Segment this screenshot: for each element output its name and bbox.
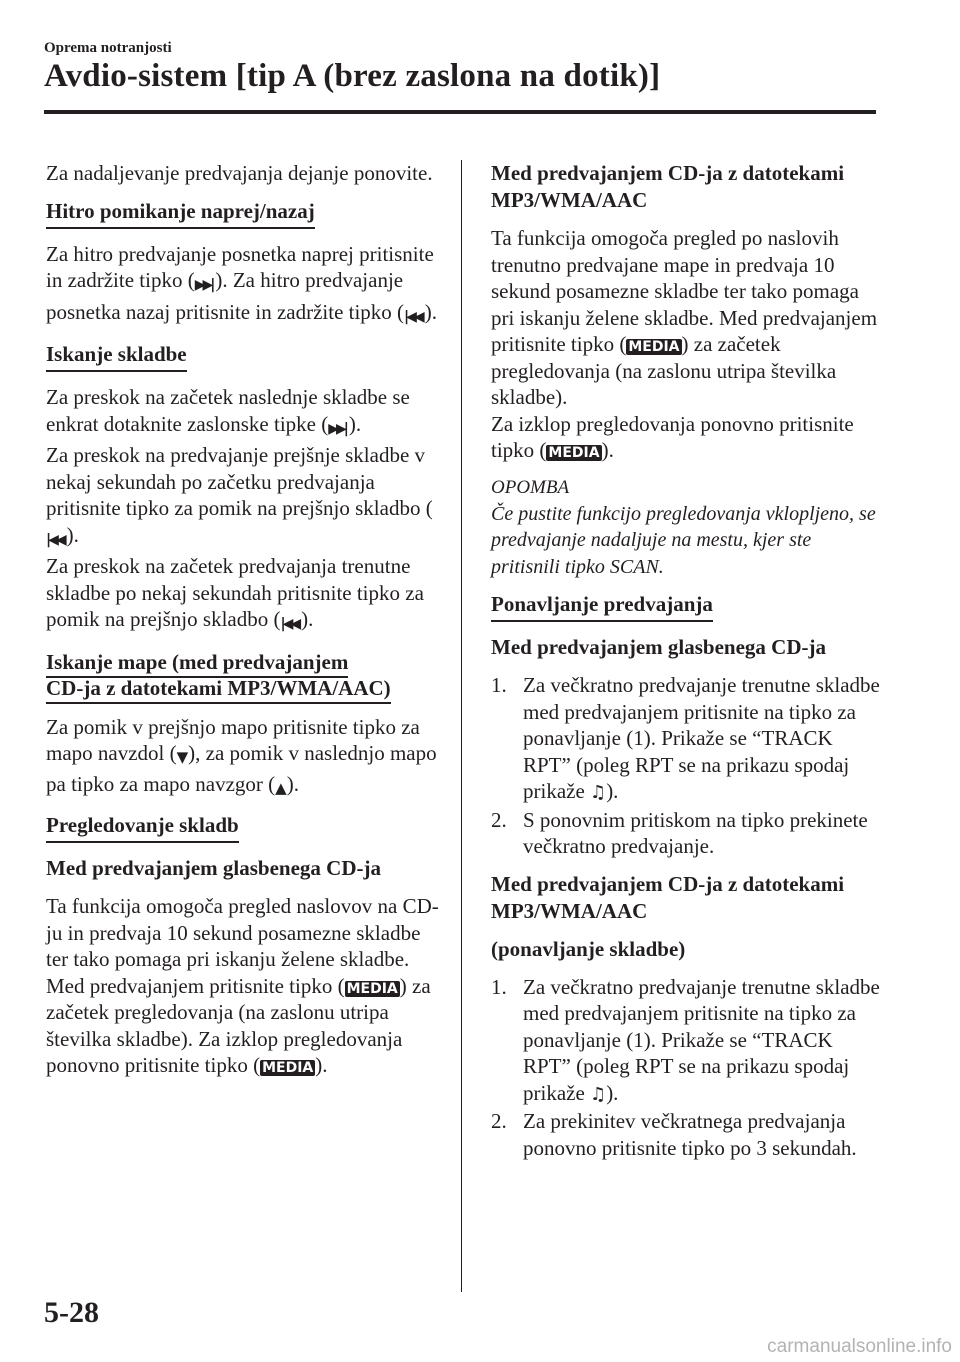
text: ). (66, 522, 79, 547)
note-text: Če pustite funkcijo pregledovanja vklopljeno, se predvajanje nadaljuje na mestu, kjer ste pritisnili tipko SCAN. (491, 502, 876, 578)
media-button-icon: MEDIA (346, 980, 398, 997)
section-label: Oprema notranjosti (44, 40, 172, 56)
heading-folder-search (46, 649, 441, 702)
watermark: carmanualsonline.info (767, 1336, 952, 1357)
track-search-paragraph-3 (46, 553, 441, 638)
page-title: Avdio-sistem [tip A (brez zaslona na dotik)] (44, 58, 661, 94)
column-divider (461, 160, 462, 1292)
music-note-icon: ♫ (590, 1083, 607, 1105)
left-column (46, 160, 441, 1090)
text: ). (606, 779, 619, 803)
text: ). (301, 607, 314, 631)
text: Za preskok na začetek naslednje skladbe se enkrat dotaknite zaslonske tipke ( (46, 385, 410, 436)
arrow-down-icon: ▼ (176, 748, 189, 766)
previous-track-icon: |◀◀ (404, 308, 422, 325)
title-rule (44, 110, 876, 114)
mp3-repeat-heading: Med predvajanjem CD-ja z datotekami MP3/WMA/AAC (491, 871, 845, 923)
fast-forward-paragraph (46, 241, 441, 331)
intro-paragraph: Za nadaljevanje predvajanja dejanje ponovite. (46, 161, 433, 185)
music-note-icon: ♫ (590, 782, 607, 803)
heading-repeat: Ponavljanje predvajanja (491, 591, 713, 622)
list-item (491, 974, 881, 1109)
folder-search-paragraph (46, 714, 441, 802)
previous-track-icon: |◀◀ (46, 531, 64, 548)
step-number: 2. (491, 807, 507, 832)
arrow-up-icon: ▲ (275, 778, 287, 797)
list-item (491, 672, 881, 807)
text: ) za začetek pregledovanja (na zaslonu utripa številka skladbe). Za izklop pregledovanja ponovno pritisnite tipko ( (46, 973, 431, 1077)
text: Za prekinitev večkratnega predvajanja ponovno pritisnite tipko po 3 sekundah. (523, 1109, 857, 1160)
mp3-scan-paragraph-1 (491, 225, 881, 411)
track-search-paragraph-1 (46, 384, 441, 442)
text: ). (315, 1053, 328, 1077)
scan-paragraph-1: Ta funkcija omogoča pregled naslovov na CD-ju in predvaja 10 sekund posamezne skladbe ter tako pomaga pri iskanju želene skladbe. (46, 894, 439, 971)
text: ). Za hitro predvajanje posnetka nazaj pritisnite in zadržite tipko ( (46, 268, 405, 324)
text: ) za začetek pregledovanja (na zaslonu utripa številka skladbe). (491, 332, 837, 409)
next-track-icon: ▶▶| (328, 420, 346, 437)
mp3-repeat-steps (491, 974, 881, 1162)
note-label: OPOMBA (491, 476, 570, 498)
text: Ta funkcija omogoča pregled po naslovih trenutno predvajane mape in predvaja 10 sekund posamezne skladbe ter tako pomaga pri iskanju želene skladbe. Med predvajanjem pritisnite tipko ( (491, 226, 878, 356)
heading-fast-forward: Hitro pomikanje naprej/nazaj (46, 198, 315, 229)
page-number: 5-28 (44, 1296, 99, 1329)
next-track-icon: ▶▶| (194, 277, 213, 293)
list-item (491, 1108, 881, 1161)
media-button-icon: MEDIA (628, 339, 680, 355)
repeat-steps (491, 672, 881, 860)
media-button-icon: MEDIA (548, 445, 600, 461)
repeat-subheading: Med predvajanjem glasbenega CD-ja (491, 635, 826, 659)
step-number: 2. (491, 1109, 507, 1133)
text: Za hitro predvajanje posnetka naprej pritisnite in zadržite tipko ( (46, 241, 434, 292)
text: ). (606, 1080, 619, 1105)
text: ). (286, 771, 299, 796)
mp3-scan-paragraph-2 (491, 411, 881, 464)
media-button-icon: MEDIA (262, 1060, 314, 1076)
text: Za pomik v prejšnjo mapo pritisnite tipko za mapo navzdol ( (46, 714, 420, 765)
text: ). (348, 411, 362, 436)
text: Za preskok na začetek predvajanja trenutne skladbe po nekaj sekundah pritisnite tipko za pomik na prejšnjo skladbo ( (46, 554, 424, 631)
scan-paragraph-2 (46, 973, 441, 1079)
scan-subheading: Med predvajanjem glasbenega CD-ja (46, 856, 381, 880)
text: ). (424, 299, 437, 324)
text: Za večkratno predvajanje trenutne skladbe med predvajanjem pritisnite na tipko za ponavljanje (1). Prikaže se “TRACK RPT” (poleg RPT se na prikazu spodaj prikaže (523, 673, 880, 803)
right-column (491, 160, 881, 1172)
text: Za izklop pregledovanja ponovno pritisnite tipko ( (491, 411, 854, 462)
track-search-paragraph-2 (46, 442, 441, 553)
list-item (491, 807, 881, 860)
heading-folder-search-line-2: CD-ja z datotekami MP3/WMA/AAC) (46, 676, 391, 704)
heading-folder-search-line-1: Iskanje mape (med predvajanjem (46, 650, 348, 678)
text: ). (601, 438, 614, 462)
text: Za preskok na predvajanje prejšnje skladbe v nekaj sekundah po začetku predvajanja pritisnite tipko za pomik na prejšnjo skladbo ( (46, 443, 433, 520)
step-number: 1. (491, 974, 507, 999)
text: S ponovnim pritiskom na tipko prekinete večkratno predvajanje. (523, 807, 868, 858)
heading-scan: Pregledovanje skladb (46, 812, 239, 843)
track-repeat-heading: (ponavljanje skladbe) (491, 936, 686, 961)
previous-track-icon: |◀◀ (280, 616, 299, 632)
step-number: 1. (491, 673, 507, 697)
heading-track-search: Iskanje skladbe (46, 341, 187, 372)
text: Za večkratno predvajanje trenutne skladbe med predvajanjem pritisnite na tipko za ponavljanje (1). Prikaže se “TRACK RPT” (poleg RPT se na prikazu spodaj prikaže (523, 974, 880, 1105)
text: ), za pomik v naslednjo mapo pa tipko za mapo navzgor ( (46, 741, 437, 796)
mp3-scan-heading: Med predvajanjem CD-ja z datotekami MP3/WMA/AAC (491, 161, 845, 212)
text: Med predvajanjem pritisnite tipko ( (46, 973, 345, 998)
